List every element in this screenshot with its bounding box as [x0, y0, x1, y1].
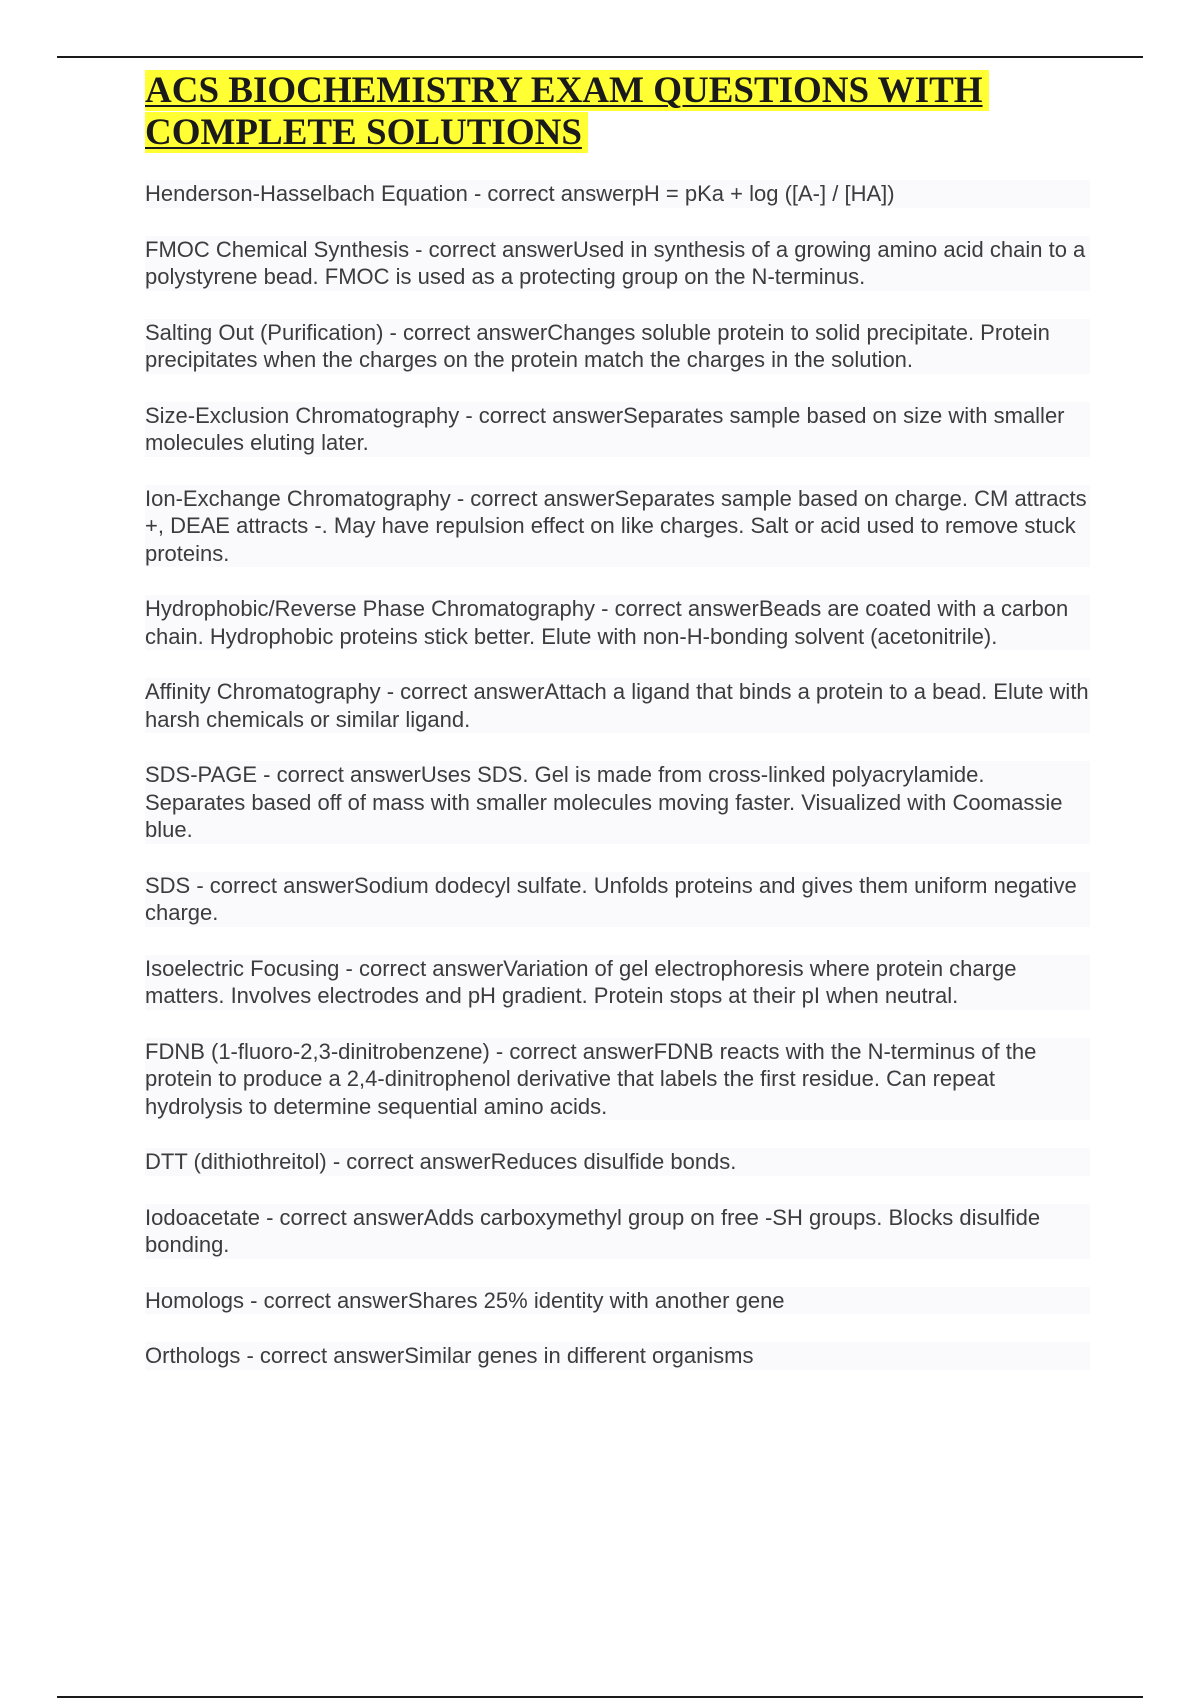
bottom-rule: [57, 1696, 1143, 1698]
qa-entry-sds-page: SDS-PAGE - correct answerUses SDS. Gel is made from cross-linked polyacrylamide. Separates based off of mass with smaller molecules moving faster. Visualized with Coomassie blue.: [145, 761, 1090, 844]
qa-entry-isoelectric-focusing: Isoelectric Focusing - correct answerVariation of gel electrophoresis where protein charge matters. Involves electrodes and pH gradient. Protein stops at their pI when neutral.: [145, 955, 1090, 1010]
qa-entry-henderson-hasselbach: Henderson-Hasselbach Equation - correct answerpH = pKa + log ([A-] / [HA]): [145, 180, 1090, 208]
title-line-2: COMPLETE SOLUTIONS: [145, 112, 588, 153]
qa-entry-sds: SDS - correct answerSodium dodecyl sulfate. Unfolds proteins and gives them uniform negative charge.: [145, 872, 1090, 927]
qa-entry-size-exclusion: Size-Exclusion Chromatography - correct answerSeparates sample based on size with smaller molecules eluting later.: [145, 402, 1090, 457]
qa-entry-iodoacetate: Iodoacetate - correct answerAdds carboxymethyl group on free -SH groups. Blocks disulfide bonding.: [145, 1204, 1090, 1259]
qa-entry-orthologs: Orthologs - correct answerSimilar genes in different organisms: [145, 1342, 1090, 1370]
qa-entry-affinity: Affinity Chromatography - correct answerAttach a ligand that binds a protein to a bead. Elute with harsh chemicals or similar ligand.: [145, 679, 1089, 732]
top-rule: [57, 56, 1143, 58]
qa-entry-dtt: DTT (dithiothreitol) - correct answerReduces disulfide bonds.: [145, 1148, 1090, 1176]
qa-entry-fdnb: FDNB (1-fluoro-2,3-dinitrobenzene) - correct answerFDNB reacts with the N-terminus of the protein to produce a 2,4-dinitrophenol derivative that labels the first residue. Can repeat hydrolysis to determine sequential amino acids.: [145, 1038, 1090, 1121]
qa-entry-hydrophobic: Hydrophobic/Reverse Phase Chromatography - correct answerBeads are coated with a carbon chain. Hydrophobic proteins stick better. Elute with non-H-bonding solvent (acetonitrile).: [145, 595, 1090, 650]
title-line-1: ACS BIOCHEMISTRY EXAM QUESTIONS WITH: [145, 70, 989, 111]
document-title: [145, 70, 1090, 154]
qa-entry-homologs: Homologs - correct answerShares 25% identity with another gene: [145, 1287, 1090, 1315]
qa-entry-ion-exchange: Ion-Exchange Chromatography - correct answerSeparates sample based on charge. CM attracts +, DEAE attracts -. May have repulsion effect on like charges. Salt or acid used to remove stuck proteins.: [145, 485, 1090, 568]
page-content: [145, 70, 1090, 1398]
qa-entry-fmoc-synthesis: FMOC Chemical Synthesis - correct answerUsed in synthesis of a growing amino acid chain to a polystyrene bead. FMOC is used as a protecting group on the N-terminus.: [145, 236, 1090, 291]
qa-entry-salting-out: Salting Out (Purification) - correct answerChanges soluble protein to solid precipitate. Protein precipitates when the charges on the protein match the charges in the solution.: [145, 319, 1090, 374]
